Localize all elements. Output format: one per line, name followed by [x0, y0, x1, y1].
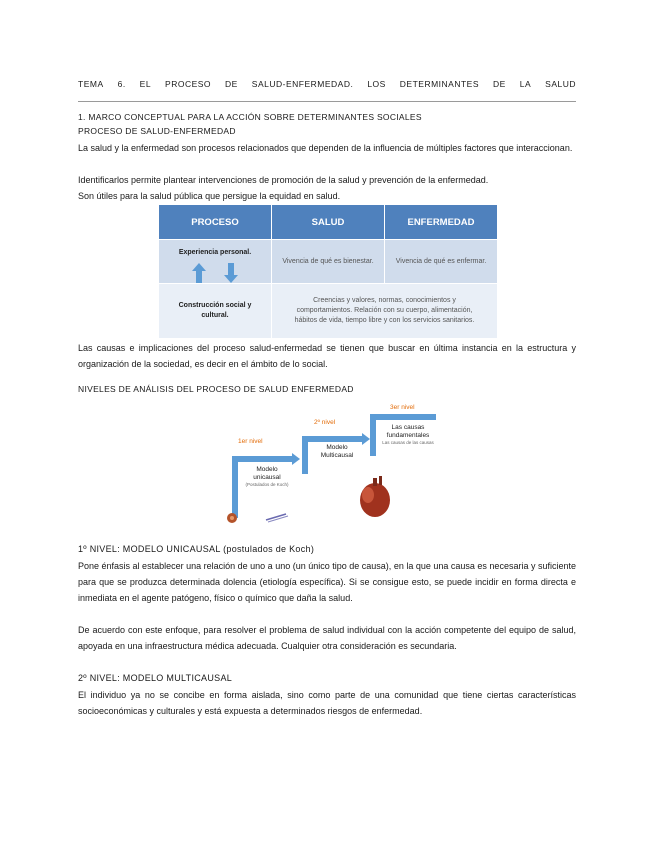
table-header: SALUD	[272, 205, 385, 240]
bacillus-icon	[266, 514, 288, 522]
header-word: PROCESO	[165, 79, 212, 89]
header-word: LA	[519, 79, 532, 89]
table-header: ENFERMEDAD	[385, 205, 498, 240]
model-sub: (Postulados de Koch)	[245, 482, 289, 487]
niveles-diagram	[210, 400, 460, 530]
paragraph: La salud y la enfermedad son procesos relacionados que dependen de la influencia de múltiples factores que interaccionan.	[78, 143, 573, 153]
section-title: 1. MARCO CONCEPTUAL PARA LA ACCIÓN SOBRE DETERMINANTES SOCIALES	[78, 112, 422, 122]
table-cell	[159, 284, 272, 339]
row-label: Construcción social y cultural.	[178, 302, 252, 319]
table-cell-merged: Creencias y valores, normas, conocimientos y comportamientos. Relación con su cuerpo, alimentación, hábitos de vida, tiempo libre y con los servicios sanitarios.	[272, 284, 498, 339]
header-word: SALUD	[545, 79, 576, 89]
model-sub: Las causas de las causas	[382, 440, 434, 445]
heart-icon	[360, 476, 390, 517]
step-2-arrowhead	[362, 433, 370, 445]
step-1-arrowhead	[292, 453, 300, 465]
paragraph: Pone énfasis al establecer una relación de uno a uno (un único tipo de causa), en la que una causa es necesaria y suficiente para que se produzca determinada dolencia (etiología específica). Si se consigue esto, se puede incidir en forma directa e inmediata en el agente patógeno, físico o químico que daña la salud.	[78, 561, 576, 603]
model-name: Modelo unicausal	[253, 466, 281, 481]
section-title: NIVELES DE ANÁLISIS DEL PROCESO DE SALUD ENFERMEDAD	[78, 384, 354, 394]
document-header	[78, 79, 576, 89]
header-divider	[78, 101, 576, 102]
paragraph: De acuerdo con este enfoque, para resolver el problema de salud individual con la acción competente del equipo de salud, apoyada en una infraestructura médica adecuada. Cualquier otra consideración es secundaria.	[78, 625, 576, 651]
header-word: TEMA	[78, 79, 104, 89]
microbe-icon	[227, 513, 237, 523]
model-name: Las causas fundamentales	[386, 424, 430, 439]
exchange-arrows	[159, 263, 271, 283]
salud-enfermedad-table	[158, 204, 498, 339]
arrow-down-icon	[224, 263, 238, 283]
paragraph: Las causas e implicaciones del proceso salud-enfermedad se tienen que buscar en última instancia en la estructura y organización de la sociedad, es decir en el ámbito de lo social.	[78, 343, 576, 369]
arrow-up-icon	[192, 263, 206, 283]
section-title: 1º NIVEL: MODELO UNICAUSAL (postulados de Koch)	[78, 544, 315, 554]
header-word: DE	[225, 79, 238, 89]
table-cell	[159, 240, 272, 284]
nivel-label: 1er nivel	[238, 438, 263, 445]
step-1-label	[242, 466, 292, 488]
nivel-label: 3er nivel	[390, 404, 415, 411]
header-word: 6.	[117, 79, 126, 89]
header-word: SALUD-ENFERMEDAD.	[251, 79, 354, 89]
header-word: DETERMINANTES	[399, 79, 480, 89]
header-word: LOS	[367, 79, 386, 89]
table-cell: Vivencia de qué es enfermar.	[385, 240, 498, 284]
row-label: Experiencia personal.	[178, 249, 252, 256]
table-cell: Vivencia de qué es bienestar.	[272, 240, 385, 284]
paragraph: Identificarlos permite plantear intervenciones de promoción de la salud y prevención de la enfermedad.	[78, 175, 489, 185]
paragraph: Son útiles para la salud pública que persigue la equidad en salud.	[78, 191, 341, 201]
step-3-label	[380, 424, 436, 446]
header-word: EL	[139, 79, 152, 89]
section-title: 2º NIVEL: MODELO MULTICAUSAL	[78, 673, 233, 683]
header-word: DE	[493, 79, 506, 89]
step-2-label: Modelo Multicausal	[320, 444, 354, 459]
table-header: PROCESO	[159, 205, 272, 240]
paragraph: El individuo ya no se concibe en forma aislada, sino como parte de una comunidad que tiene ciertas características socioeconómicas y culturales y está expuesta a determinados riesgos de enfermedad.	[78, 690, 576, 716]
nivel-label: 2º nivel	[314, 419, 336, 426]
section-subtitle: PROCESO DE SALUD-ENFERMEDAD	[78, 126, 236, 136]
